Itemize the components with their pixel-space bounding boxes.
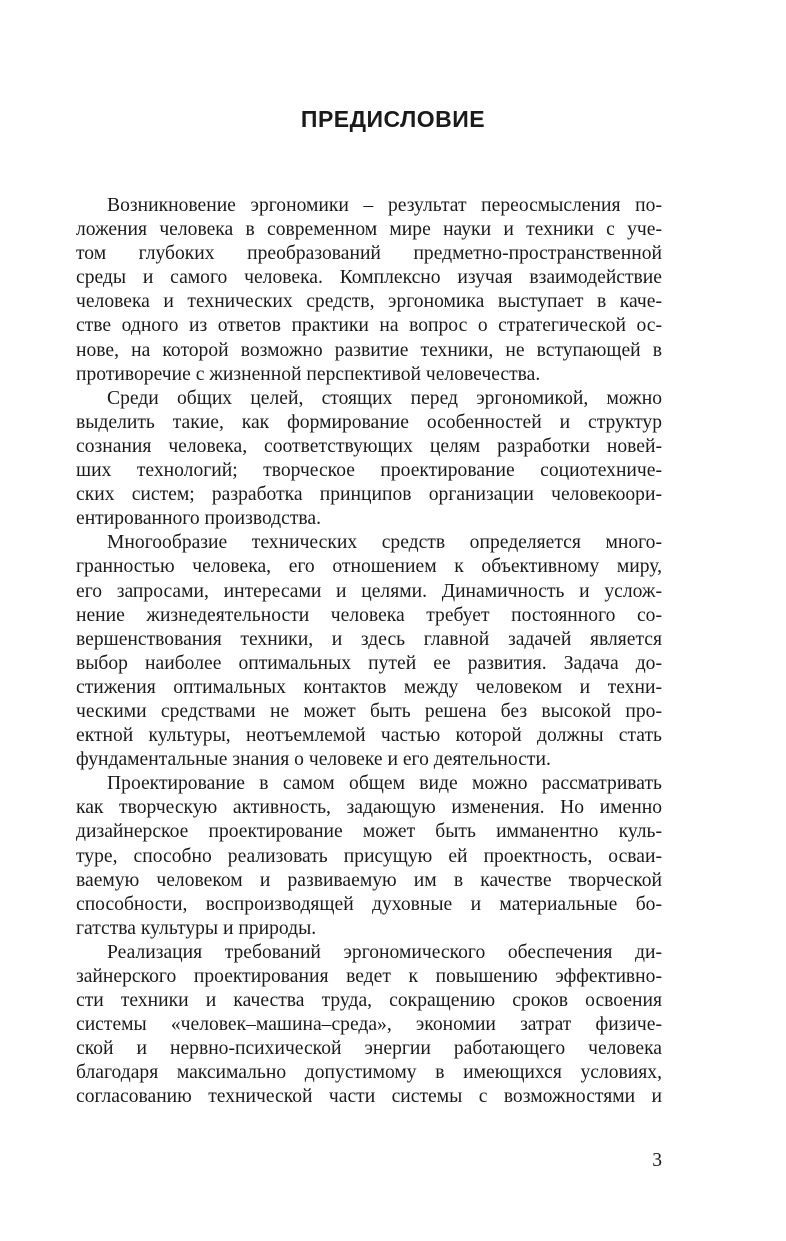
- paragraph-4: [76, 772, 662, 941]
- text-line: том глубоких преобразований предметно-пространственной: [76, 243, 662, 265]
- paragraph-3: [76, 531, 662, 772]
- text-line: способности, воспроизводящей духовные и материальные бо-: [76, 893, 662, 915]
- text-body: [76, 194, 662, 1110]
- text-line: Многообразие технических средств определяется много-: [107, 532, 662, 554]
- text-line: Среди общих целей, стоящих перед эргономикой, можно: [107, 387, 662, 409]
- text-line: ентированного производства.: [76, 508, 321, 530]
- text-line: нение жизнедеятельности человека требует постоянного со-: [76, 604, 662, 626]
- text-line: его запросами, интересами и целями. Динамичность и услож-: [76, 580, 662, 602]
- page-number: 3: [652, 1150, 662, 1171]
- text-line: выбор наиболее оптимальных путей ее развития. Задача до-: [76, 652, 662, 674]
- paragraph-2: [76, 387, 662, 532]
- text-line: туре, способно реализовать присущую ей проектность, осваи-: [76, 845, 662, 867]
- text-line: ших технологий; творческое проектирование социотехниче-: [76, 460, 662, 482]
- text-line: согласованию технической части системы с возможностями и: [76, 1086, 662, 1108]
- text-line: Реализация требований эргономического обеспечения ди-: [107, 941, 662, 963]
- text-line: системы «человек–машина–среда», экономии затрат физиче-: [76, 1014, 662, 1036]
- paragraph-1: [76, 194, 662, 387]
- text-line: Проектирование в самом общем виде можно рассматривать: [107, 773, 662, 795]
- text-line: фундаментальные знания о человеке и его деятельности.: [76, 749, 551, 771]
- text-line: ской и нервно-психической энергии работающего человека: [76, 1038, 662, 1060]
- text-line: сти техники и качества труда, сокращению сроков освоения: [76, 990, 662, 1012]
- text-line: противоречие с жизненной перспективой человечества.: [76, 363, 541, 385]
- text-line: нове, на которой возможно развитие техники, не вступающей в: [76, 339, 662, 361]
- text-line: ских систем; разработка принципов организации человекоори-: [76, 484, 662, 506]
- text-line: гатства культуры и природы.: [76, 917, 317, 939]
- text-line: ческими средствами не может быть решена без высокой про-: [76, 700, 662, 722]
- text-line: гранностью человека, его отношением к объективному миру,: [76, 556, 662, 578]
- text-line: дизайнерское проектирование может быть имманентно куль-: [76, 821, 662, 843]
- page-title: ПРЕДИСЛОВИЕ: [300, 106, 486, 132]
- text-line: вершенствования техники, и здесь главной задачей является: [76, 628, 662, 650]
- text-line: ваемую человеком и развиваемую им в качестве творческой: [76, 869, 662, 891]
- text-line: Возникновение эргономики – результат переосмысления по-: [107, 195, 662, 216]
- text-line: стве одного из ответов практики на вопрос о стратегической ос-: [76, 315, 662, 337]
- text-line: выделить такие, как формирование особенностей и структур: [76, 411, 662, 433]
- text-line: благодаря максимально допустимому в имеющихся условиях,: [76, 1062, 662, 1084]
- text-line: человека и технических средств, эргономика выступает в каче-: [76, 291, 662, 313]
- text-line: среды и самого человека. Комплексно изучая взаимодействие: [76, 267, 662, 289]
- text-line: как творческую активность, задающую изменения. Но именно: [76, 797, 662, 819]
- text-line: сознания человека, соответствующих целям разработки новей-: [76, 435, 662, 457]
- paragraph-5: [76, 941, 662, 1110]
- text-line: ложения человека в современном мире науки и техники с уче-: [76, 219, 662, 241]
- text-line: стижения оптимальных контактов между человеком и техни-: [76, 676, 662, 698]
- text-line: ектной культуры, неотъемлемой частью которой должны стать: [76, 725, 662, 747]
- text-line: зайнерского проектирования ведет к повышению эффективно-: [76, 966, 662, 987]
